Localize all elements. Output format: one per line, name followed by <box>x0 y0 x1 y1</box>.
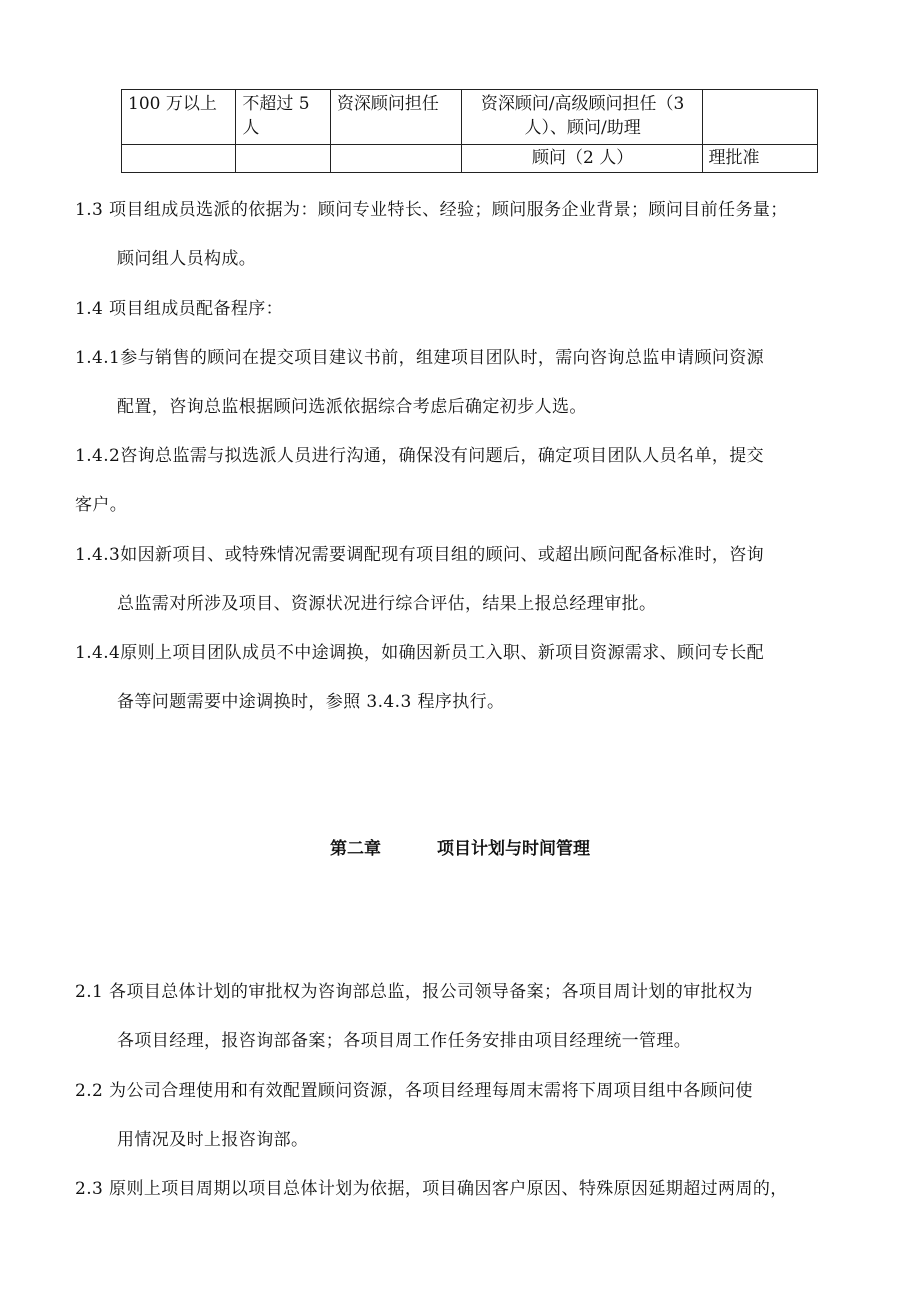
paragraph-2-3 <box>75 1177 875 1201</box>
paragraph-line: 配置，咨询总监根据顾问选派依据综合考虑后确定初步人选。 <box>117 397 587 417</box>
table-cell <box>330 145 461 173</box>
paragraph-1-4-2 <box>75 444 875 517</box>
paragraph-line: 各项目经理，报咨询部备案；各项目周工作任务安排由项目经理统一管理。 <box>117 1031 692 1051</box>
paragraph-line: 2.1 各项目总体计划的审批权为咨询部总监，报公司领导备案；各项目周计划的审批权为 <box>75 982 753 1002</box>
table-cell: 资深顾问担任 <box>330 90 461 145</box>
paragraph-2-1 <box>75 980 875 1053</box>
chapter-number: 第二章 <box>330 839 381 859</box>
table-cell: 资深顾问/高级顾问担任（3 人）、顾问/助理 <box>461 90 702 145</box>
table-cell: 不超过 5 人 <box>236 90 331 145</box>
paragraph-1-4-4 <box>75 641 875 714</box>
table-cell <box>702 90 818 145</box>
table-row <box>122 90 818 145</box>
paragraph-1-4 <box>75 297 875 321</box>
chapter-title: 项目计划与时间管理 <box>437 839 590 859</box>
staffing-table <box>121 89 818 173</box>
paragraph-2-2 <box>75 1079 875 1152</box>
paragraph-line: 2.2 为公司合理使用和有效配置顾问资源，各项目经理每周末需将下周项目组中各顾问使 <box>75 1081 753 1101</box>
table-cell: 100 万以上 <box>122 90 236 145</box>
paragraph-line: 顾问组人员构成。 <box>117 249 257 269</box>
table-row <box>122 145 818 173</box>
paragraph-line: 1.4.3如因新项目、或特殊情况需要调配现有项目组的顾问、或超出顾问配备标准时，咨询 <box>75 545 765 565</box>
paragraph-1-4-1 <box>75 346 875 419</box>
paragraph-line: 2.3 原则上项目周期以项目总体计划为依据，项目确因客户原因、特殊原因延期超过两周的， <box>75 1179 788 1199</box>
paragraph-line: 备等问题需要中途调换时，参照 3.4.3 程序执行。 <box>117 692 505 712</box>
chapter-heading <box>0 837 920 861</box>
paragraph-1-4-3 <box>75 543 875 616</box>
table-cell <box>236 145 331 173</box>
paragraph-line: 用情况及时上报咨询部。 <box>117 1130 309 1150</box>
table-cell: 顾问（2 人） <box>461 145 702 173</box>
table-cell <box>122 145 236 173</box>
paragraph-line: 1.4.4原则上项目团队成员不中途调换，如确因新员工入职、新项目资源需求、顾问专长配 <box>75 643 765 663</box>
paragraph-line: 客户。 <box>75 495 128 515</box>
paragraph-1-3 <box>75 198 875 271</box>
paragraph-line: 1.4 项目组成员配备程序： <box>75 299 284 319</box>
paragraph-line: 1.3 项目组成员选派的依据为：顾问专业特长、经验；顾问服务企业背景；顾问目前任务量； <box>75 200 788 220</box>
paragraph-line: 总监需对所涉及项目、资源状况进行综合评估，结果上报总经理审批。 <box>117 594 657 614</box>
paragraph-line: 1.4.1参与销售的顾问在提交项目建议书前，组建项目团队时，需向咨询总监申请顾问资源 <box>75 348 765 368</box>
paragraph-line: 1.4.2咨询总监需与拟选派人员进行沟通，确保没有问题后，确定项目团队人员名单，提交 <box>75 446 765 466</box>
table-cell: 理批准 <box>702 145 818 173</box>
